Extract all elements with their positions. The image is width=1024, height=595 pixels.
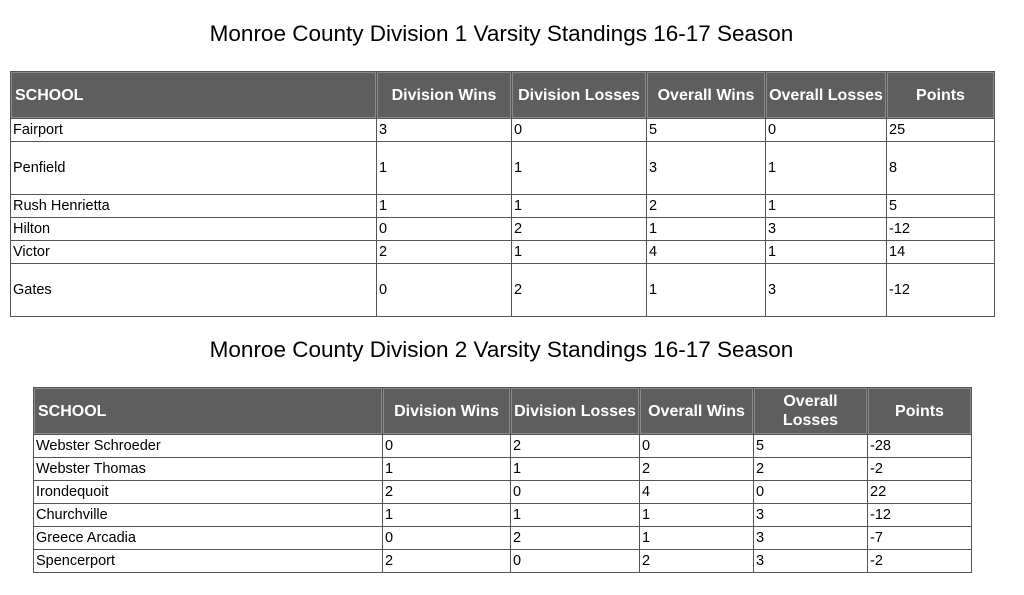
column-header-school: SCHOOL (11, 72, 377, 119)
cell-overall-wins: 3 (647, 142, 766, 195)
column-header-school: SCHOOL (34, 388, 383, 435)
cell-school: Churchville (34, 504, 383, 527)
cell-overall-losses: 1 (766, 195, 887, 218)
cell-overall-wins: 4 (640, 481, 754, 504)
cell-division-wins: 2 (383, 550, 511, 573)
cell-school: Webster Thomas (34, 458, 383, 481)
cell-overall-wins: 1 (647, 218, 766, 241)
cell-overall-wins: 1 (640, 527, 754, 550)
table-header-row (34, 388, 972, 435)
cell-overall-wins: 0 (640, 435, 754, 458)
cell-points: -12 (868, 504, 972, 527)
cell-overall-losses: 3 (754, 504, 868, 527)
cell-points: 8 (887, 142, 995, 195)
table-row (34, 527, 972, 550)
cell-division-losses: 1 (512, 142, 647, 195)
column-header-division-wins: Division Wins (383, 388, 511, 435)
column-header-division-losses: Division Losses (512, 72, 647, 119)
cell-division-losses: 2 (511, 527, 640, 550)
cell-overall-losses: 1 (766, 142, 887, 195)
column-header-division-wins: Division Wins (377, 72, 512, 119)
column-header-division-losses: Division Losses (511, 388, 640, 435)
cell-division-wins: 1 (383, 458, 511, 481)
cell-points: 5 (887, 195, 995, 218)
cell-overall-losses: 3 (766, 264, 887, 317)
cell-school: Gates (11, 264, 377, 317)
cell-division-losses: 1 (511, 458, 640, 481)
table-header-row (11, 72, 995, 119)
cell-school: Greece Arcadia (34, 527, 383, 550)
table-row (11, 218, 995, 241)
cell-points: -12 (887, 264, 995, 317)
cell-overall-wins: 1 (640, 504, 754, 527)
division-2-title: Monroe County Division 2 Varsity Standings 16-17 Season (209, 337, 794, 362)
cell-overall-wins: 2 (647, 195, 766, 218)
table-row (11, 119, 995, 142)
cell-school: Penfield (11, 142, 377, 195)
cell-overall-wins: 1 (647, 264, 766, 317)
division-1-title: Monroe County Division 1 Varsity Standings 16-17 Season (209, 21, 794, 46)
cell-division-wins: 1 (377, 195, 512, 218)
column-header-overall-losses: Overall Losses (766, 72, 887, 119)
cell-overall-losses: 1 (766, 241, 887, 264)
cell-division-wins: 0 (383, 435, 511, 458)
table-row (11, 195, 995, 218)
table-row (11, 241, 995, 264)
cell-points: -2 (868, 550, 972, 573)
cell-school: Webster Schroeder (34, 435, 383, 458)
cell-overall-losses: 2 (754, 458, 868, 481)
table-row (34, 504, 972, 527)
cell-division-losses: 2 (512, 218, 647, 241)
cell-division-wins: 3 (377, 119, 512, 142)
cell-division-wins: 1 (383, 504, 511, 527)
cell-overall-losses: 3 (766, 218, 887, 241)
cell-school: Irondequoit (34, 481, 383, 504)
cell-points: -28 (868, 435, 972, 458)
cell-division-wins: 1 (377, 142, 512, 195)
table-row (34, 481, 972, 504)
cell-points: -7 (868, 527, 972, 550)
cell-division-losses: 0 (511, 481, 640, 504)
table-row (34, 550, 972, 573)
cell-division-losses: 2 (511, 435, 640, 458)
division-2-standings-table (33, 387, 972, 573)
column-header-points: Points (887, 72, 995, 119)
cell-division-wins: 0 (383, 527, 511, 550)
cell-division-losses: 0 (512, 119, 647, 142)
cell-division-losses: 1 (512, 195, 647, 218)
cell-overall-losses: 0 (754, 481, 868, 504)
cell-division-losses: 1 (511, 504, 640, 527)
cell-overall-losses: 5 (754, 435, 868, 458)
cell-school: Fairport (11, 119, 377, 142)
cell-points: -12 (887, 218, 995, 241)
cell-overall-wins: 2 (640, 458, 754, 481)
cell-overall-losses: 3 (754, 527, 868, 550)
cell-school: Victor (11, 241, 377, 264)
column-header-points: Points (868, 388, 972, 435)
cell-division-wins: 0 (377, 218, 512, 241)
cell-division-wins: 2 (377, 241, 512, 264)
cell-overall-losses: 0 (766, 119, 887, 142)
cell-division-losses: 1 (512, 241, 647, 264)
cell-overall-wins: 4 (647, 241, 766, 264)
table-row (34, 458, 972, 481)
cell-points: 14 (887, 241, 995, 264)
column-header-overall-wins: Overall Wins (640, 388, 754, 435)
cell-points: 22 (868, 481, 972, 504)
table-row (11, 142, 995, 195)
cell-overall-losses: 3 (754, 550, 868, 573)
cell-points: -2 (868, 458, 972, 481)
cell-division-losses: 0 (511, 550, 640, 573)
cell-division-losses: 2 (512, 264, 647, 317)
column-header-overall-wins: Overall Wins (647, 72, 766, 119)
cell-points: 25 (887, 119, 995, 142)
division-1-standings-table (10, 71, 995, 317)
cell-overall-wins: 2 (640, 550, 754, 573)
cell-overall-wins: 5 (647, 119, 766, 142)
cell-division-wins: 2 (383, 481, 511, 504)
table-row (11, 264, 995, 317)
cell-school: Spencerport (34, 550, 383, 573)
cell-school: Hilton (11, 218, 377, 241)
cell-division-wins: 0 (377, 264, 512, 317)
table-row (34, 435, 972, 458)
column-header-overall-losses: Overall Losses (754, 388, 868, 435)
cell-school: Rush Henrietta (11, 195, 377, 218)
